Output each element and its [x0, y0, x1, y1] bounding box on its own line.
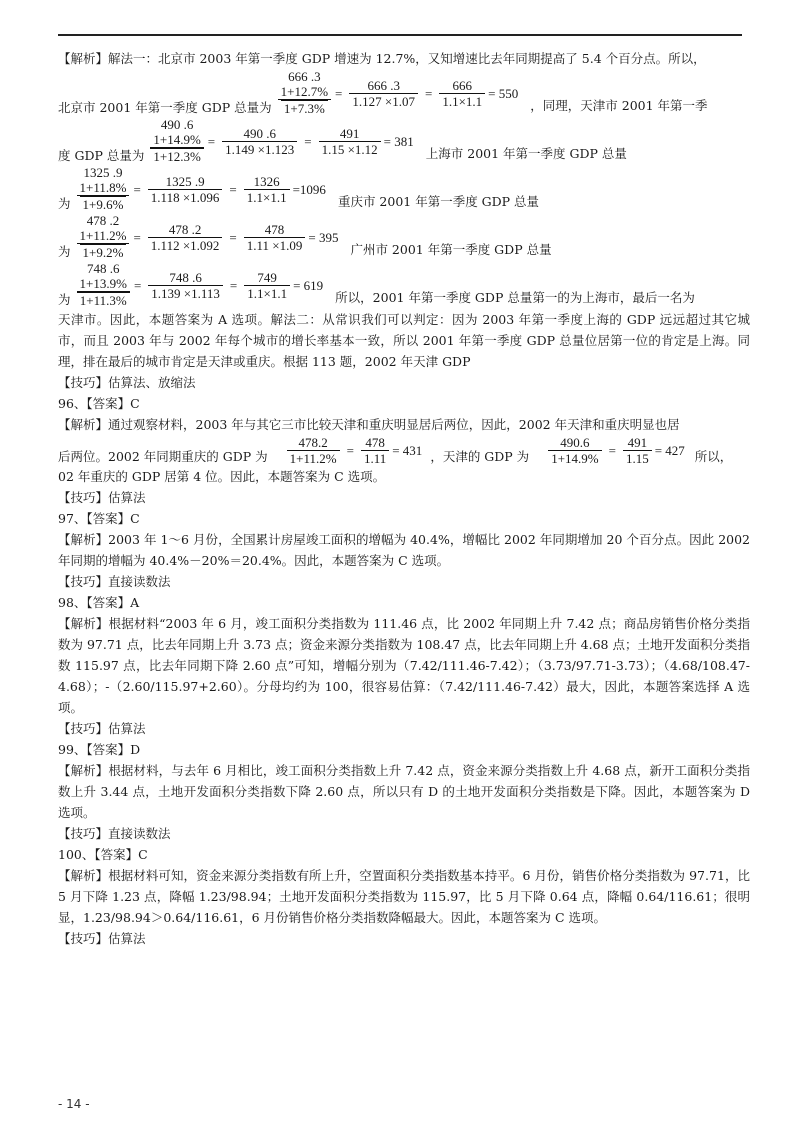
fraction-numerator: 478: [365, 435, 385, 450]
fraction: [319, 126, 381, 157]
compound-fraction: [150, 117, 203, 165]
header-rule: [58, 34, 742, 36]
equation-chongqing: [58, 213, 750, 261]
fraction-denominator: 1.1×1.1: [244, 189, 290, 205]
q95-conclusion: 天津市。因此，本题答案为 A 选项。解法二：从常识我们可以判定：因为 2003 年第一季度上海的 GDP 远远超过其它城市，而且 2003 年与 2002 年每个城市的增长率基本一致，所以 2001 年第一季度 GDP 总量位居第一位的肯定是上海。同理，排在最后的城市肯定是天津或重庆。根据 113 题，2002 年天津 GDP: [58, 312, 750, 369]
fraction: [623, 435, 652, 466]
equals-sign: =: [133, 181, 141, 197]
eq-math: [150, 117, 413, 165]
eq-math-chongqing-2002: [284, 435, 423, 466]
fraction-numerator: 748 .6: [86, 261, 120, 276]
compound-fraction: [278, 69, 331, 117]
q96-equation-line: [58, 435, 750, 466]
eq-tail: 广州市 2001 年第一季度 GDP 总量: [350, 242, 552, 257]
compound-fraction: [77, 165, 130, 213]
equals-sign: =: [346, 443, 354, 458]
fraction-denominator: 1.11: [361, 450, 389, 466]
fraction: [439, 78, 485, 109]
fraction-numerator: 490 .6: [160, 117, 194, 132]
fraction-numerator: 490 .6: [243, 125, 276, 141]
q99-analysis: 【解析】根据材料，与去年 6 月相比，竣工面积分类指数上升 7.42 点，资金来源分类指数上升 4.68 点，新开工面积分类指数上升 3.44 点，土地开发面积分类指数下降 2.60 点，所以只有 D 的土地开发面积分类指数是下降。因此，本题答案为 D 选项。: [58, 763, 750, 820]
equals-sign: =: [424, 85, 433, 101]
q96-line3: 02 年重庆的 GDP 居第 4 位。因此，本题答案为 C 选项。: [58, 469, 386, 484]
fraction: [244, 174, 290, 205]
q96-analysis: 【解析】通过观察材料，2003 年与其它三市比较天津和重庆明显居后两位，因此，2002 年天津和重庆明显也居: [58, 417, 680, 432]
compound-fraction: [77, 261, 130, 309]
fraction: [244, 270, 290, 301]
equation-shanghai: [58, 165, 750, 213]
q96-answer: 96、【答案】C: [58, 396, 140, 411]
q100-analysis: 【解析】根据材料可知，资金来源分类指数有所上升，空置面积分类指数基本持平。6 月份，销售价格分类指数为 97.71，比 5 月下降 1.23 点，降幅 1.23/98.94；土地开发面积分类指数为 115.97，比 5 月下降 0.64 点，降幅 0.64/116.61；很明显，1.23/98.94＞0.64/116.61，6 月份销售价格分类指数降幅最大。因此，本题答案为 C 选项。: [58, 868, 750, 925]
eq-lead: 北京市 2001 年第一季度 GDP 总量为: [58, 100, 272, 115]
fraction-numerator: 490.6: [560, 435, 590, 450]
eq-math: [77, 261, 324, 309]
equals-sign: =: [229, 181, 237, 197]
eq-lead: 度 GDP 总量为: [58, 148, 145, 163]
fraction-numerator: 1325 .9: [83, 165, 123, 180]
q100-answer: 100、【答案】C: [58, 847, 148, 862]
q98-tip: 【技巧】估算法: [58, 721, 146, 736]
fraction-numerator: 478.2: [298, 435, 328, 450]
fraction: [222, 126, 297, 157]
fraction-inner-denominator: 1+14.9%: [150, 132, 203, 148]
fraction-numerator: 666: [452, 77, 472, 93]
page-number: - 14 -: [58, 1097, 90, 1111]
q96-line2-c: 所以，: [694, 449, 733, 464]
fraction: [361, 435, 389, 466]
q100-tip: 【技巧】估算法: [58, 931, 146, 946]
page-body: [58, 48, 750, 949]
equals-sign: =: [608, 443, 616, 458]
eq-tail: 所以，2001 年第一季度 GDP 总量第一的为上海市，最后一名为: [335, 290, 695, 305]
equals-sign: =: [229, 277, 238, 293]
q99-tip: 【技巧】直接读数法: [58, 826, 171, 841]
eq-math-tianjin-2002: [545, 435, 685, 466]
fraction-inner-denominator: 1+11.8%: [77, 180, 130, 196]
equals-sign: =: [207, 133, 216, 149]
fraction-outer-denominator: 1+11.3%: [77, 292, 130, 309]
fraction-denominator: 1.15: [623, 450, 652, 466]
fraction: [548, 435, 601, 466]
q99-answer: 99、【答案】D: [58, 742, 141, 757]
fraction: [244, 222, 306, 253]
equation-beijing: [58, 69, 750, 117]
eq-result: =1096: [292, 181, 326, 197]
eq-result: = 395: [308, 229, 339, 245]
fraction-denominator: 1.139 ×1.113: [148, 285, 223, 301]
eq-tail: 上海市 2001 年第一季度 GDP 总量: [425, 146, 627, 161]
q97-tip: 【技巧】直接读数法: [58, 574, 171, 589]
fraction-numerator: 478 .2: [86, 213, 120, 228]
fraction-outer-denominator: 1+7.3%: [281, 100, 328, 117]
fraction-numerator: 478: [264, 221, 285, 237]
q98-analysis: 【解析】根据材料“2003 年 6 月，竣工面积分类指数为 111.46 点，比 2002 年同期上升 7.42 点；商品房销售价格分类指数为 97.71 点，比去年同期上升 3.73 点；资金来源分类指数为 108.47 点，比去年同期上升 4.68 点；土地开发面积分类指数 115.97 点，比去年同期下降 2.60 点”可知，增幅分别为（7.42/111.46-7.42）；（3.73/97.71-3.73）；（4.68/108.47-4.68）；-（2.60/115.97+2.60）。分母均约为 100，很容易估算：（7.42/111.46-7.42）最大，因此，本题答案选择 A 选项。: [58, 616, 750, 715]
fraction: [148, 222, 223, 253]
eq-result: = 550: [488, 85, 519, 101]
eq-tail: ，同理，天津市 2001 年第一季: [530, 98, 708, 113]
fraction-denominator: 1.15 ×1.12: [319, 141, 381, 157]
eq-result: = 431: [392, 443, 423, 458]
q95-tip: 【技巧】估算法、放缩法: [58, 375, 196, 390]
fraction-inner-denominator: 1+11.2%: [77, 228, 130, 244]
eq-lead: 为: [58, 196, 71, 211]
fraction-denominator: 1.11 ×1.09: [244, 237, 306, 253]
fraction-denominator: 1.149 ×1.123: [222, 141, 297, 157]
fraction: [349, 78, 418, 109]
q96-tip: 【技巧】估算法: [58, 490, 146, 505]
equals-sign: =: [229, 229, 237, 245]
equals-sign: =: [335, 85, 343, 101]
fraction-denominator: 1+14.9%: [548, 450, 601, 466]
equals-sign: =: [304, 133, 312, 149]
fraction-numerator: 1326: [253, 173, 280, 189]
fraction: [148, 174, 223, 205]
q97-answer: 97、【答案】C: [58, 511, 140, 526]
fraction-inner-denominator: 1+12.7%: [278, 84, 331, 100]
fraction-numerator: 1325 .9: [165, 173, 205, 189]
fraction-numerator: 666 .3: [367, 77, 400, 93]
fraction-denominator: 1.127 ×1.07: [349, 93, 418, 109]
q98-answer: 98、【答案】A: [58, 595, 140, 610]
fraction-numerator: 749: [257, 269, 277, 285]
fraction-numerator: 491: [627, 435, 648, 450]
fraction-denominator: 1.118 ×1.096: [148, 189, 223, 205]
q95-intro: 【解析】解法一：北京市 2003 年第一季度 GDP 增速为 12.7%，又知增速比去年同期提高了 5.4 个百分点。所以，: [58, 51, 706, 66]
q96-line2-b: ，天津的 GDP 为: [430, 449, 530, 464]
equals-sign: =: [133, 229, 141, 245]
compound-fraction: [77, 213, 130, 261]
fraction-outer-denominator: 1+9.6%: [80, 196, 127, 213]
fraction-inner-denominator: 1+13.9%: [77, 276, 130, 292]
eq-result: = 427: [654, 443, 685, 458]
eq-tail: 重庆市 2001 年第一季度 GDP 总量: [337, 194, 540, 209]
fraction-outer-denominator: 1+12.3%: [150, 148, 203, 165]
eq-math: [77, 213, 339, 261]
fraction-numerator: 748 .6: [169, 269, 202, 285]
fraction-denominator: 1.1×1.1: [439, 93, 485, 109]
fraction: [148, 270, 223, 301]
q96-line2-a: 后两位。2002 年同期重庆的 GDP 为: [58, 449, 268, 464]
fraction-denominator: 1.1×1.1: [244, 285, 290, 301]
eq-math: [77, 165, 326, 213]
eq-result: = 619: [293, 277, 324, 293]
eq-lead: 为: [58, 292, 71, 307]
equation-guangzhou: [58, 261, 750, 309]
fraction-numerator: 666 .3: [288, 69, 321, 84]
fraction-numerator: 478 .2: [168, 221, 202, 237]
q97-analysis: 【解析】2003 年 1～6 月份，全国累计房屋竣工面积的增幅为 40.4%，增幅比 2002 年同期增加 20 个百分点。因此 2002 年同期的增幅为 40.4%－20%＝20.4%。因此，本题答案为 C 选项。: [58, 532, 750, 568]
fraction-outer-denominator: 1+9.2%: [80, 244, 127, 261]
fraction: [287, 435, 340, 466]
fraction-denominator: 1.112 ×1.092: [148, 237, 223, 253]
eq-result: = 381: [383, 133, 414, 149]
equals-sign: =: [133, 277, 142, 293]
eq-math: [278, 69, 519, 117]
eq-lead: 为: [58, 244, 71, 259]
fraction-numerator: 491: [339, 125, 360, 141]
fraction-denominator: 1+11.2%: [287, 450, 340, 466]
equation-tianjin: [58, 117, 750, 165]
